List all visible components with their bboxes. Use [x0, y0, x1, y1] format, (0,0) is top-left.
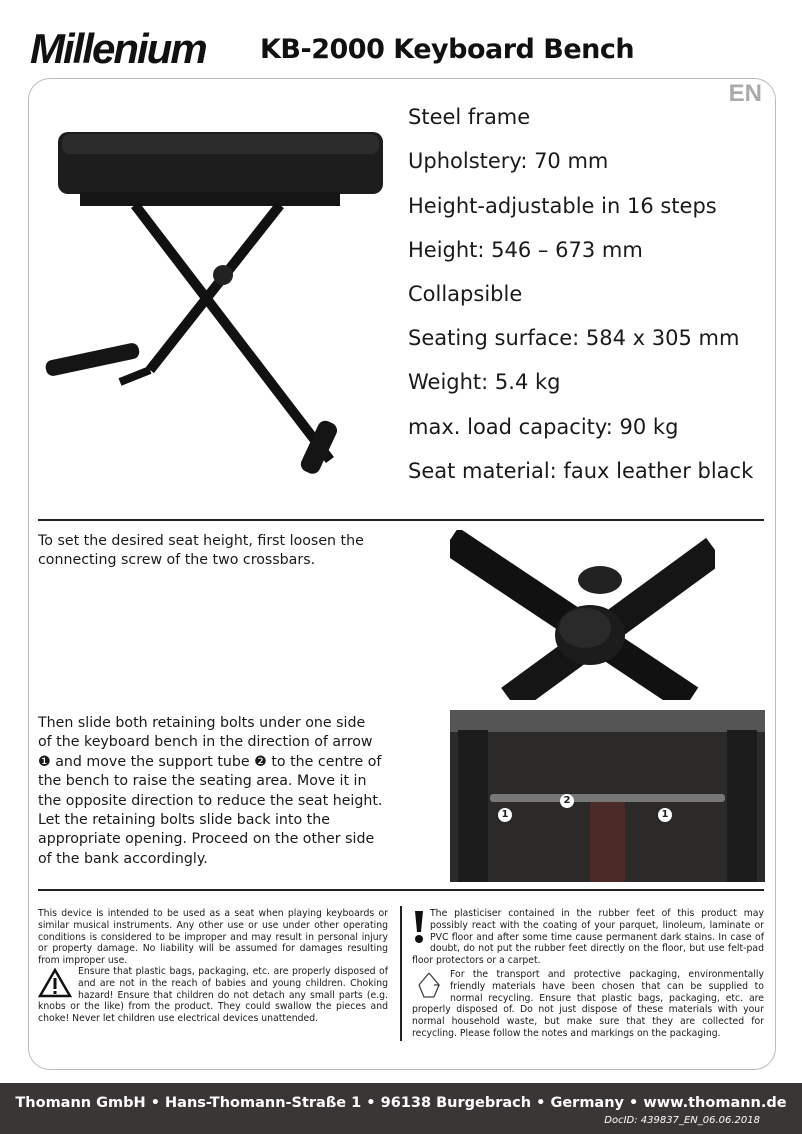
page-title — [30, 25, 730, 73]
company-address: Thomann GmbH • Hans-Thomann-Straße 1 • 96138 Burgebrach • Germany • www.thomann.de — [15, 1095, 787, 1111]
instruction-step-1: To set the desired seat height, first loosen the connecting screw of the two crossbars. — [38, 533, 364, 569]
spec-item: Seat material: faux leather black — [408, 459, 754, 483]
instruction-step-2: Then slide both retaining bolts under one side of the keyboard bench in the direction of arrow ❶ and move the support tube ❷ to the centre of the bench to raise the seating area. Move it in the opposite direction to reduce the seat height. Let the retaining bolts slide back into the appropriate opening. Proceed on the other side of the bank accordingly. — [38, 715, 383, 867]
spec-item: Height-adjustable in 16 steps — [408, 194, 717, 218]
callout-1-left: 1 — [498, 808, 512, 822]
product-title: KB-2000 Keyboard Bench — [260, 34, 635, 65]
column-divider — [400, 906, 402, 1041]
bench-image — [40, 120, 400, 490]
warning-text: Ensure that plastic bags, packaging, etc. are properly disposed of and are not in the reach of babies and young children. Choking hazard! Ensure that children do not detach any small parts (e.g. knobs or the like) from the product. They could swallow the pieces and choke! Never let children use electrical devices unattended. — [38, 966, 388, 1025]
callout-2: 2 — [560, 794, 574, 808]
divider — [38, 519, 764, 521]
language-label: EN — [728, 80, 762, 107]
spec-item: Seating surface: 584 x 305 mm — [408, 326, 740, 350]
spec-item: Weight: 5.4 kg — [408, 370, 561, 394]
intended-use-note: This device is intended to be used as a seat when playing keyboards or similar musical instruments. Any other use or use under other operating conditions is considered to be improper and may result in personal injury or property damage. No liability will be assumed for damages resulting from improper use. — [38, 908, 388, 967]
recycling-note — [412, 969, 764, 1040]
spec-item: Collapsible — [408, 282, 523, 306]
warning-note — [38, 966, 388, 1025]
spec-item: Height: 546 – 673 mm — [408, 238, 643, 262]
recycling-icon — [412, 970, 446, 1000]
warning-triangle-icon — [38, 968, 72, 998]
bench-underside-photo — [450, 710, 765, 882]
divider — [38, 889, 764, 891]
plasticiser-note — [412, 908, 764, 967]
spec-item: max. load capacity: 90 kg — [408, 415, 679, 439]
doc-id: DocID: 439837_EN_06.06.2018 — [604, 1115, 760, 1126]
callout-1-right: 1 — [658, 808, 672, 822]
recycling-text: For the transport and protective packaging, environmentally friendly materials have been chosen that can be supplied to normal recycling. Ensure that plastic bags, packaging, etc. are properly disposed of. Do not just dispose of these materials with your normal household waste, but make sure that they are collected for recycling. Please follow the notes and markings on the packaging. — [412, 969, 764, 1039]
crossbar-screw-photo — [450, 530, 715, 700]
plasticiser-text: The plasticiser contained in the rubber feet of this product may possibly react with the coating of your parquet, linoleum, laminate or PVC floor and after some time cause permanent dark stains. In case of doubt, do not put the rubber feet directly on the floor, but use felt-pad floor protectors or a carpet. — [412, 908, 764, 967]
spec-item: Upholstery: 70 mm — [408, 149, 609, 173]
footer — [0, 1083, 802, 1134]
brand-logo: Millenium — [30, 25, 206, 72]
exclamation-icon — [412, 910, 426, 944]
spec-item: Steel frame — [408, 105, 531, 129]
